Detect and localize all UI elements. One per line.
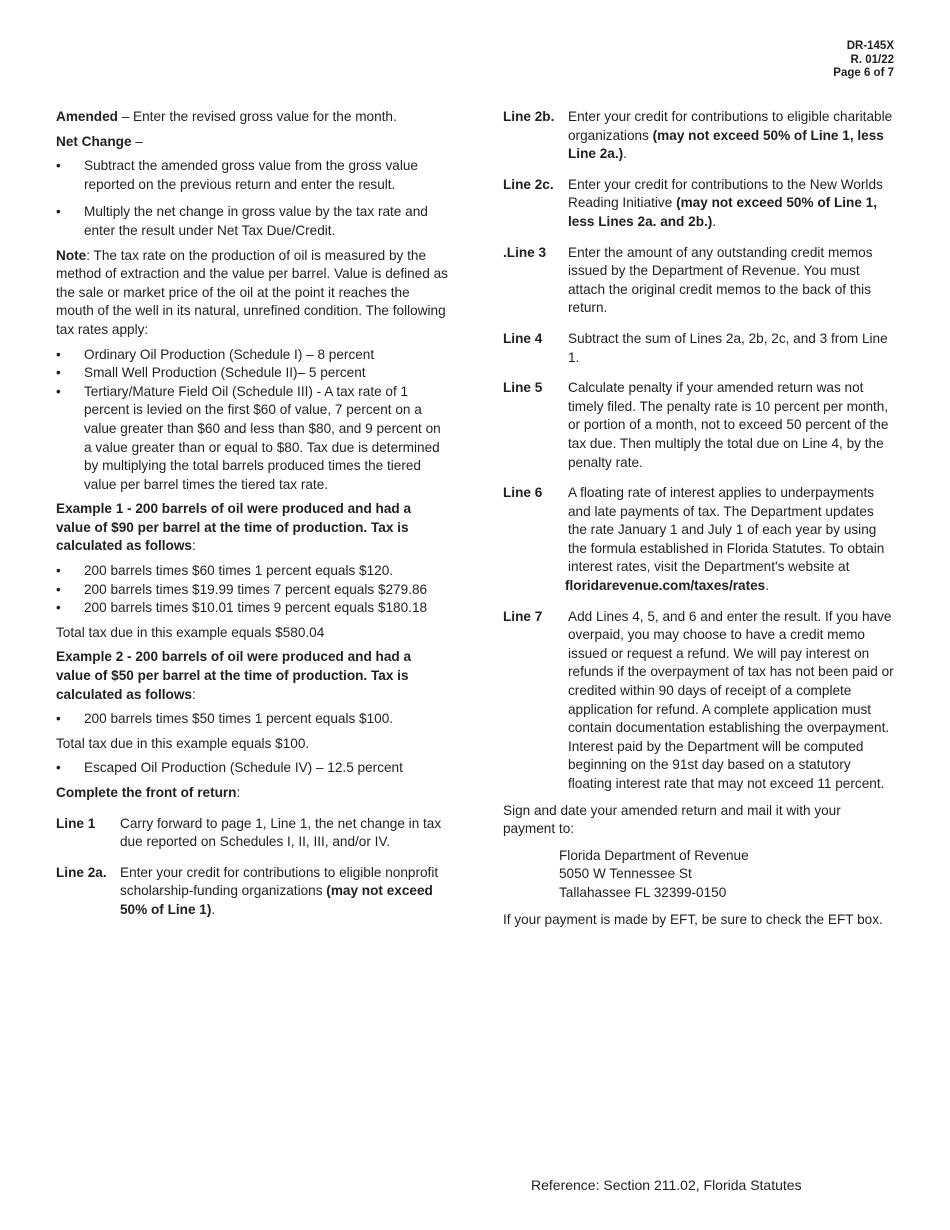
- mailing-address: [559, 847, 896, 903]
- list-item: • 200 barrels times $60 times 1 percent equals $120.: [56, 562, 448, 581]
- line-2c-instruction: [503, 176, 896, 232]
- line-text-bold: (may not exceed 50% of Line 1, less Lines 2a. and 2b.): [568, 195, 878, 229]
- line-label: .Line 3: [503, 244, 547, 260]
- list-item: • Tertiary/Mature Field Oil (Schedule III) - A tax rate of 1 percent is levied on the first $60 of value, 7 percent on a value greater than $60 and less than $80, and 9 percent on a value greater than or equal to $80. Tax due is determined by multiplying the total barrels produced times the tiered value per barrel times the tiered tax rate.: [56, 383, 448, 495]
- amended-paragraph: [56, 108, 448, 127]
- line-1-instruction: [56, 815, 448, 852]
- address-line: 5050 W Tennessee St: [559, 866, 692, 882]
- line-2a-instruction: [56, 864, 448, 920]
- net-change-label: Net Change: [56, 133, 132, 149]
- line-label: Line 4: [503, 330, 543, 346]
- line-label: Line 2a.: [56, 864, 107, 880]
- line-label: Line 2c.: [503, 176, 554, 192]
- address-line: Tallahassee FL 32399-0150: [559, 884, 727, 900]
- form-id: DR-145X: [846, 40, 894, 52]
- example1-heading-text: Example 1 - 200 barrels of oil were produced and had a value of $90 per barrel at the time of production. Tax is calculated as follows: [56, 501, 412, 554]
- complete-front-heading: Complete the front of return:: [56, 785, 241, 800]
- example2-heading: Example 2 - 200 barrels of oil were produced and had a value of $50 per barrel at the time of production. Tax is calculated as follows:: [56, 649, 412, 702]
- example2-list: [56, 710, 448, 729]
- amended-label: Amended: [56, 109, 118, 124]
- list-item: • Small Well Production (Schedule II)– 5 percent: [56, 364, 448, 383]
- list-item: • 200 barrels times $19.99 times 7 percent equals $279.86: [56, 581, 448, 600]
- amended-text: – Enter the revised gross value for the month.: [117, 109, 397, 124]
- example1-heading: Example 1 - 200 barrels of oil were produced and had a value of $90 per barrel at the time of production. Tax is calculated as follows:: [56, 501, 412, 554]
- line-text-end: .: [712, 213, 717, 229]
- example2-total: Total tax due in this example equals $100.: [56, 735, 310, 751]
- list-item: • 200 barrels times $50 times 1 percent equals $100.: [56, 710, 448, 729]
- example1-list: [56, 562, 448, 618]
- line-label: Line 1: [56, 815, 96, 831]
- net-change-dash: –: [131, 133, 143, 149]
- line-2b-instruction: [503, 108, 896, 164]
- line-6-instruction: [503, 484, 896, 596]
- line-text-bold: (may not exceed 50% of Line 1): [120, 883, 433, 917]
- form-header: [833, 40, 894, 81]
- right-column: [503, 108, 896, 935]
- page-number: Page 6 of 7: [833, 67, 894, 79]
- statute-reference: Reference: Section 211.02, Florida Statutes: [531, 1177, 802, 1193]
- line-5-instruction: [503, 379, 896, 472]
- line-text-end: .: [211, 901, 216, 917]
- list-item: • 200 barrels times $10.01 times 9 percent equals $180.18: [56, 599, 448, 618]
- line-text-end: .: [623, 146, 627, 162]
- line-text: [120, 864, 448, 920]
- net-change-heading: [56, 133, 448, 152]
- line-text-plain: A floating rate of interest applies to underpayments and late payments of tax. The Department updates the rate January 1 and July 1 of each year by using the formula established in Florida Statutes. To obtain interest rates, visit the Department's website at: [568, 485, 885, 575]
- line-text: [565, 484, 896, 596]
- list-item: • Multiply the net change in gross value by the tax rate and enter the result under Net Tax Due/Credit.: [56, 203, 448, 240]
- line-text-plain: Enter your credit for contributions to eligible charitable organizations: [568, 109, 893, 143]
- eft-note: If your payment is made by EFT, be sure to check the EFT box.: [503, 911, 883, 927]
- left-column: [56, 108, 448, 932]
- address-line: Florida Department of Revenue: [559, 847, 749, 863]
- note-label: Note: [56, 247, 87, 263]
- line-text: Enter the amount of any outstanding credit memos issued by the Department of Revenue. You must attach the original credit memos to the back of this return.: [568, 244, 873, 316]
- line-text-plain: Enter your credit for contributions to the New Worlds Reading Initiative: [568, 176, 883, 211]
- line-3-instruction: [503, 244, 896, 318]
- line-4-instruction: [503, 330, 896, 367]
- line-text: [568, 108, 896, 164]
- example2-heading-text: Example 2 - 200 barrels of oil were produced and had a value of $50 per barrel at the time of production. Tax is calculated as follows: [56, 649, 412, 702]
- complete-front-heading-text: Complete the front of return: [56, 785, 237, 800]
- line-label: Line 2b.: [503, 109, 555, 124]
- note-text: : The tax rate on the production of oil is measured by the method of extraction and the value per barrel. Value is defined as the sale or market price of the oil at the point it reaches the mouth of the well in its natural, unrefined condition. The following tax rates apply:: [56, 247, 448, 337]
- line-7-instruction: [503, 608, 896, 794]
- line-label: Line 5: [503, 380, 543, 396]
- note-paragraph: [56, 247, 448, 340]
- form-revision: R. 01/22: [850, 53, 894, 66]
- line-label: Line 7: [503, 608, 543, 624]
- list-item: • Escaped Oil Production (Schedule IV) – 12.5 percent: [56, 759, 448, 778]
- tax-rate-list: [56, 346, 448, 495]
- line-text-end: .: [765, 578, 770, 594]
- line-text: Subtract the sum of Lines 2a, 2b, 2c, and 3 from Line 1.: [568, 330, 888, 365]
- line-text: Carry forward to page 1, Line 1, the net change in tax due reported on Schedules I, II, III, and/or IV.: [120, 815, 442, 850]
- website-link[interactable]: floridarevenue.com/taxes/rates: [565, 578, 766, 594]
- sign-instruction: Sign and date your amended return and mail it with your payment to:: [503, 802, 841, 837]
- escaped-oil-list: [56, 759, 448, 778]
- line-text: Calculate penalty if your amended return was not timely filed. The penalty rate is 10 percent per month, or portion of a month, not to exceed 50 percent of the tax due. Then multiply the total due on Line 4, by the penalty rate.: [568, 380, 889, 470]
- line-label: Line 6: [503, 485, 543, 501]
- line-text: [568, 176, 896, 232]
- line-text-plain: Enter your credit for contributions to eligible nonprofit scholarship-funding organizations: [120, 864, 439, 899]
- example1-total: Total tax due in this example equals $580.04: [56, 624, 325, 640]
- line-text-bold: (may not exceed 50% of Line 1, less Line 2a.): [568, 127, 884, 162]
- list-item: • Ordinary Oil Production (Schedule I) – 8 percent: [56, 346, 448, 365]
- line-text: Add Lines 4, 5, and 6 and enter the result. If you have overpaid, you may choose to have a credit memo issued or request a refund. We will pay interest on refunds if the overpayment of tax has not been paid or credited within 90 days of receipt of a complete application for refund. A complete application must contain documentation establishing the overpayment. Interest paid by the Department will be computed beginning on the 91st day based on a statutory floating interest rate that may not exceed 11 percent.: [568, 608, 894, 791]
- net-change-list: [56, 157, 448, 240]
- list-item: • Subtract the amended gross value from the gross value reported on the previous return and enter the result.: [56, 157, 448, 194]
